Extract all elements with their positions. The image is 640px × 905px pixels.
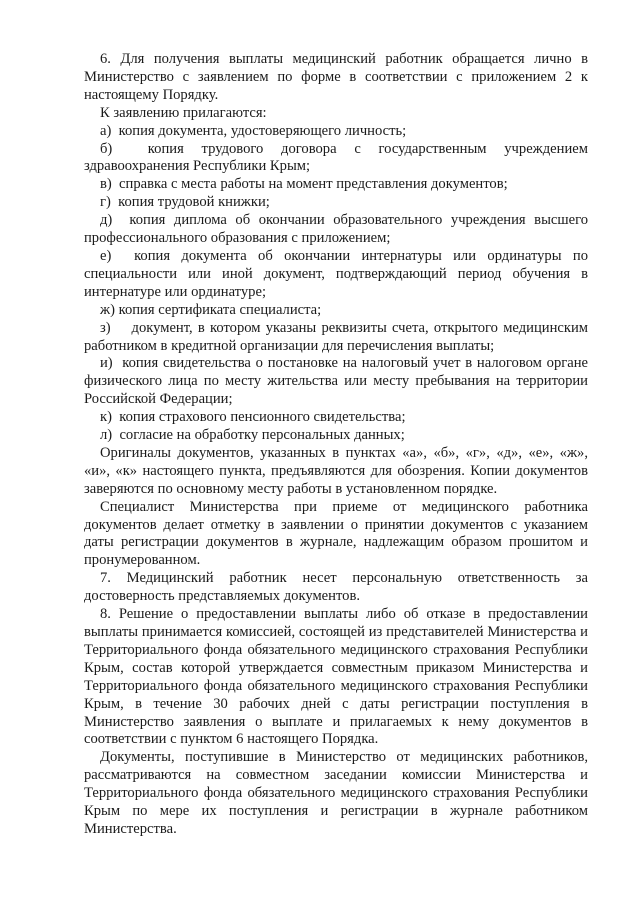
list-item-l: л) согласие на обработку персональных данных; [100,427,405,444]
list-item-i: и) копия свидетельства о постановке на налоговый учет в налоговом органе физического лица по месту жительства или месту пребывания на территории Российской Федерации; [84,355,588,408]
list-item-d: д) копия диплома об окончании образовательного учреждения высшего профессионального образования с приложением; [84,212,588,247]
list-item-e: е) копия документа об окончании интернатуры или ординатуры по специальности или иной документ, подтверждающий период обучения в интернатуре или ординатуре; [84,247,588,300]
document-page [84,51,588,839]
originals-paragraph: Оригиналы документов, указанных в пунктах «а», «б», «г», «д», «е», «ж», «и», «к» настоящего пункта, предъявляются для обозрения. Копии документов заверяются по основному месту работы в установленном порядке. [84,444,588,497]
documents-review-paragraph: Документы, поступившие в Министерство от медицинских работников, рассматриваются на совместном заседании комиссии Министерства и Территориального фонда обязательного медицинского страхования Республики Крым по мере их поступления и регистрации в журнале работником Министерства. [84,749,588,837]
paragraph-8: 8. Решение о предоставлении выплаты либо об отказе в предоставлении выплаты принимается комиссией, состоящей из представителей Министерства и Территориального фонда обязательного медицинского страхования Республики Крым, состав которой утверждается совместным приказом Министерства и Территориального фонда обязательного медицинского страхования Республики Крым, в течение 30 рабочих дней с даты регистрации поступления в Министерство заявления о выплате и прилагаемых к нему документов в соответствии с пунктом 6 настоящего Порядка. [84,606,588,748]
list-item-b: б) копия трудового договора с государственным учреждением здравоохранения Республики Крым; [84,140,588,175]
list-item-zh: ж) копия сертификата специалиста; [100,301,322,318]
paragraph-6: 6. Для получения выплаты медицинский работник обращается лично в Министерство с заявлением по форме в соответствии с приложением 2 к настоящему Порядку. [84,51,588,103]
list-item-a: а) копия документа, удостоверяющего личность; [100,122,407,139]
list-item-v: в) справка с места работы на момент представления документов; [100,176,508,193]
list-item-g: г) копия трудовой книжки; [100,194,270,211]
paragraph-7: 7. Медицинский работник несет персональную ответственность за достоверность представляемых документов. [84,570,588,605]
specialist-paragraph: Специалист Министерства при приеме от медицинского работника документов делает отметку в заявлении о принятии документов с указанием даты регистрации документов в журнале, надлежащим образом прошитом и пронумерованном. [84,498,588,569]
list-item-k: к) копия страхового пенсионного свидетельства; [100,409,406,426]
list-item-z: з) документ, в котором указаны реквизиты счета, открытого медицинским работником в кредитной организации для перечисления выплаты; [84,319,588,354]
attachments-intro: К заявлению прилагаются: [100,104,267,121]
